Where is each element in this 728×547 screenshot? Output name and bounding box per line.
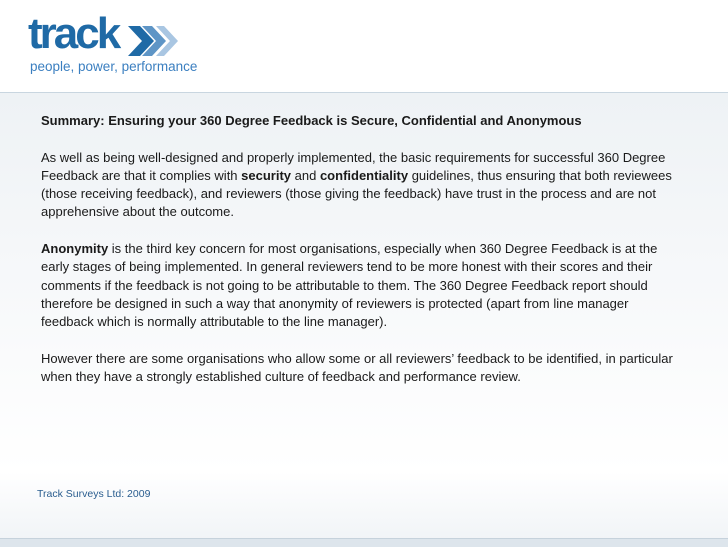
paragraph-text: As well as being well-designed and properly implemented, the basic requirements for successful 360 Degree Feedback are that it complies with xyxy=(41,149,666,183)
chevron-arrows-icon xyxy=(128,26,188,56)
paragraph-anonymity xyxy=(41,240,681,331)
bold-anonymity: Anonymity xyxy=(41,241,109,257)
track-logo xyxy=(28,9,198,78)
paragraph-text: and xyxy=(291,167,320,183)
paragraph-text: guidelines, thus ensuring that both reviewees (those receiving feedback), and reviewers (those giving the feedback) have trust in the process and are not apprehensive about the outcome. xyxy=(41,167,672,220)
footer-band xyxy=(0,472,728,540)
paragraph-identified: However there are some organisations who allow some or all reviewers’ feedback to be identified, in particular when they have a strongly established culture of feedback and performance review. xyxy=(41,350,673,385)
paragraph-requirements xyxy=(41,149,681,222)
slide-title: Summary: Ensuring your 360 Degree Feedback is Secure, Confidential and Anonymous xyxy=(41,113,582,128)
logo-wordmark: track xyxy=(28,9,119,58)
header xyxy=(0,0,728,92)
slide-body xyxy=(41,112,681,405)
paragraph-text: is the third key concern for most organisations, especially when 360 Degree Feedback is at the early stages of being implemented. In general reviewers tend to be more honest with their scores and their comments if the feedback is not going to be attributable to them. The 360 Degree Feedback report should therefore be designed in such a way that anonymity of reviewers is protected (apart from line manager feedback which is normally attributable to the line manager). xyxy=(41,241,658,330)
bold-security: security xyxy=(241,167,292,183)
tagline: people, power, performance xyxy=(30,59,198,74)
bold-confidentiality: confidentiality xyxy=(319,167,409,183)
footer-copyright: Track Surveys Ltd: 2009 xyxy=(37,488,151,500)
